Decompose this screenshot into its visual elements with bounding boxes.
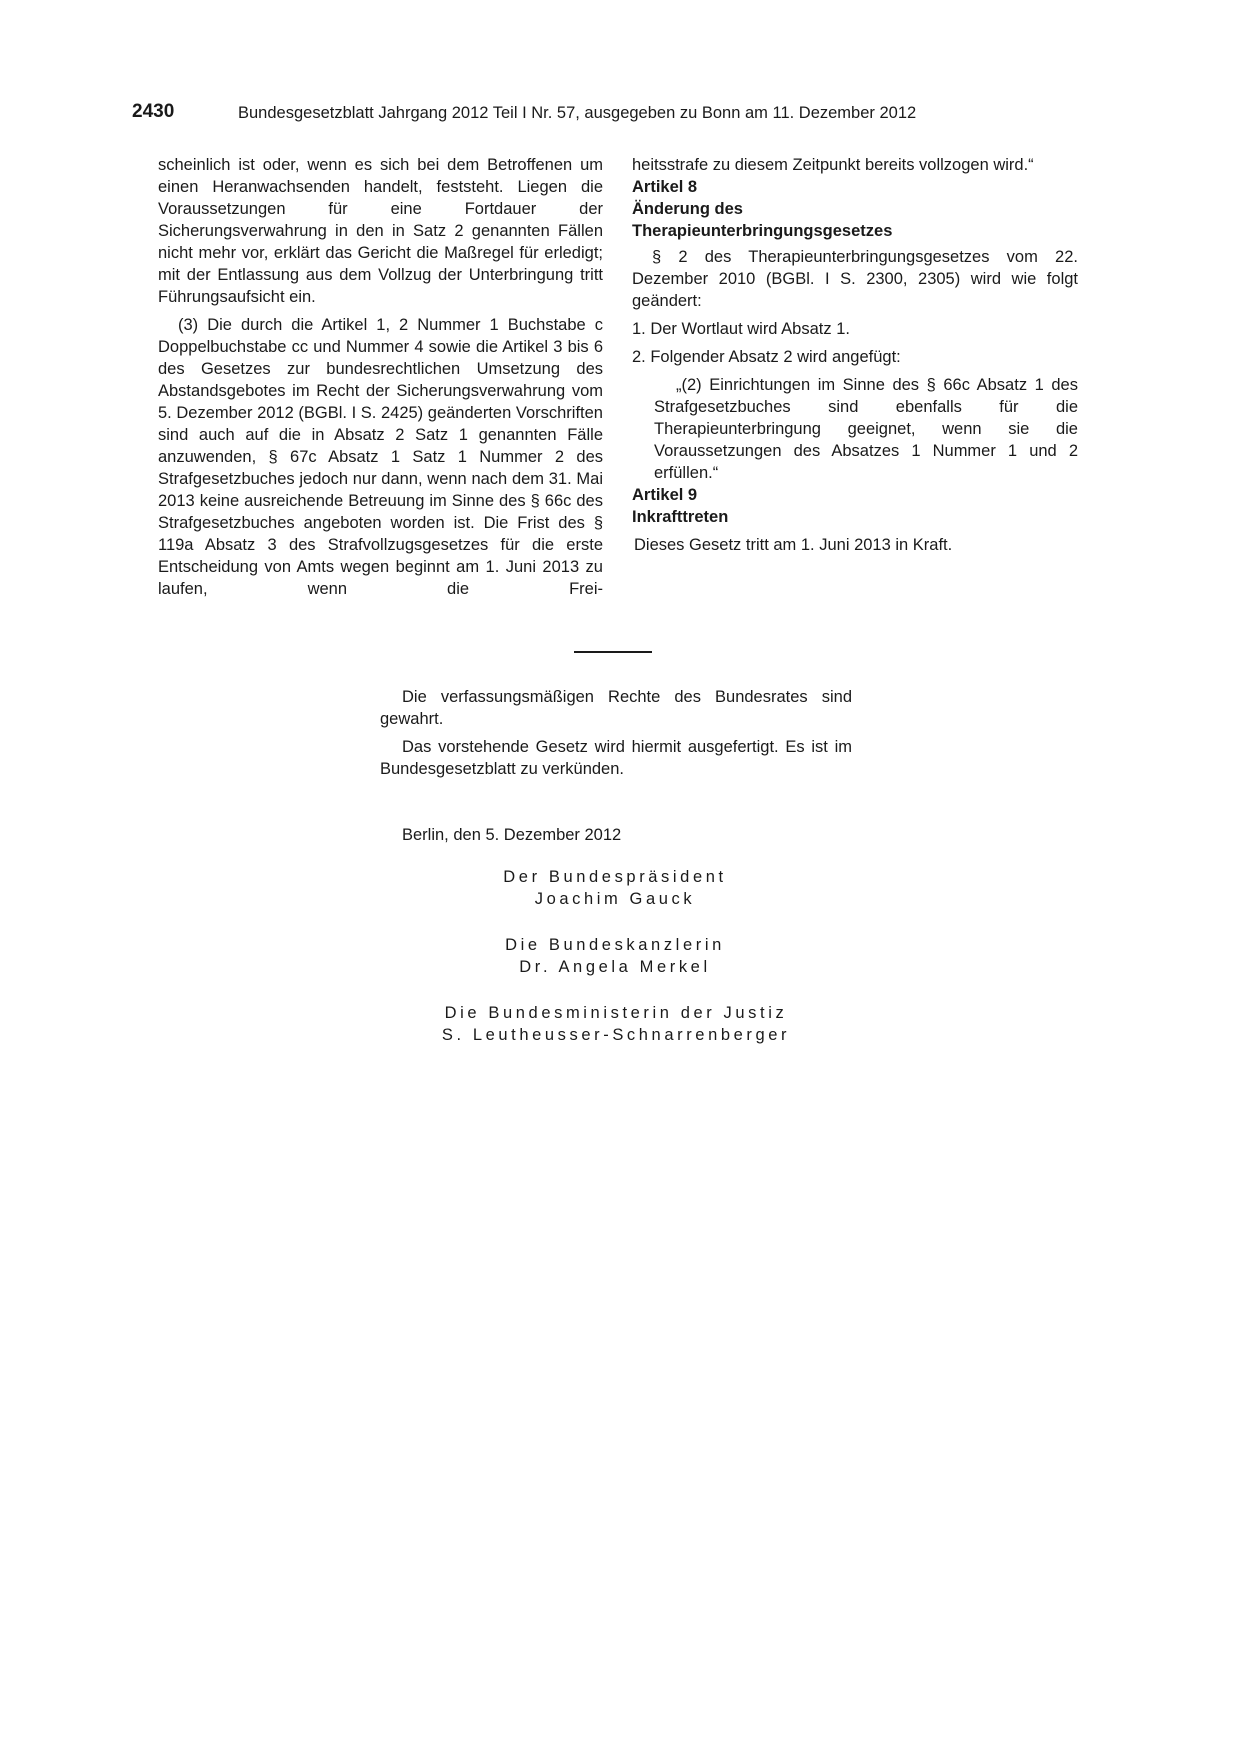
- article-8-title-line1: Änderung des: [632, 200, 743, 218]
- article-8-intro: § 2 des Therapieunterbringungsgesetzes vom 22. Dezember 2010 (BGBl. I S. 2300, 2305) wird wie folgt geändert:: [632, 248, 1078, 310]
- left-paragraph-1: scheinlich ist oder, wenn es sich bei dem Betroffenen um einen Heranwachsenden handelt, feststeht. Liegen die Voraussetzungen für eine Fortdauer der Sicherungsverwahrung in den in Satz 2 genannten Fällen nicht mehr vor, erklärt das Gericht die Maßregel für erledigt; mit der Entlassung aus dem Vollzug der Unterbringung tritt Führungsaufsicht ein.: [158, 156, 603, 306]
- left-column: [158, 154, 603, 600]
- page-number: 2430: [132, 101, 175, 122]
- article-8-quote: „(2) Einrichtungen im Sinne des § 66c Absatz 1 des Strafgesetzbuches sind ebenfalls für die Therapieunterbringung geeignet, wenn sie die Voraussetzungen des Absatzes 1 Nummer 1 und 2 erfüllen.“: [654, 376, 1078, 482]
- right-continuation: heitsstrafe zu diesem Zeitpunkt bereits vollzogen wird.“: [632, 156, 1034, 174]
- signature-block-justice-minister: [380, 1002, 852, 1046]
- article-8-title-line2: Therapieunterbringungsgesetzes: [632, 222, 893, 240]
- article-8-item-2: 2. Folgender Absatz 2 wird angefügt:: [632, 348, 901, 366]
- closing-formula: [380, 686, 852, 780]
- section-divider: [574, 651, 652, 653]
- right-column: [632, 154, 1078, 556]
- signature-block-president: [455, 866, 775, 910]
- signatory-role: Die Bundeskanzlerin: [505, 936, 725, 954]
- article-9-text: Dieses Gesetz tritt am 1. Juni 2013 in Kraft.: [634, 536, 953, 554]
- gazette-header-title: Bundesgesetzblatt Jahrgang 2012 Teil I Nr. 57, ausgegeben zu Bonn am 11. Dezember 2012: [238, 104, 917, 122]
- article-9-title: Inkrafttreten: [632, 508, 729, 526]
- signatory-name: S. Leutheusser-Schnarrenberger: [441, 1026, 791, 1044]
- article-9-number: Artikel 9: [632, 486, 698, 504]
- signatory-name: Dr. Angela Merkel: [519, 958, 711, 976]
- signatory-role: Der Bundespräsident: [503, 868, 727, 886]
- article-8-item-1: 1. Der Wortlaut wird Absatz 1.: [632, 320, 850, 338]
- place-and-date: Berlin, den 5. Dezember 2012: [402, 826, 622, 844]
- signatory-role: Die Bundesministerin der Justiz: [444, 1004, 788, 1022]
- article-8-number: Artikel 8: [632, 178, 698, 196]
- page-header: [132, 100, 1012, 130]
- bundesrat-rights-text: Die verfassungsmäßigen Rechte des Bundesrates sind gewahrt.: [380, 688, 852, 728]
- execution-text: Das vorstehende Gesetz wird hiermit ausgefertigt. Es ist im Bundesgesetzblatt zu verkünden.: [380, 738, 852, 778]
- signature-block-chancellor: [455, 934, 775, 978]
- left-paragraph-2: (3) Die durch die Artikel 1, 2 Nummer 1 Buchstabe c Doppelbuchstabe cc und Nummer 4 sowie die Artikel 3 bis 6 des Gesetzes zur bundesrechtlichen Umsetzung des Abstandsgebotes im Recht der Sicherungsverwahrung vom 5. Dezember 2012 (BGBl. I S. 2425) geänderten Vorschriften sind auch auf die in Absatz 2 Satz 1 genannten Fälle anzuwenden, § 67c Absatz 1 Satz 1 Nummer 2 des Strafgesetzbuches jedoch nur dann, wenn nach dem 31. Mai 2013 keine ausreichende Betreuung im Sinne des § 66c des Strafgesetzbuches angeboten worden ist. Die Frist des § 119a Absatz 3 des Strafvollzugsgesetzes für die erste Entscheidung von Amts wegen beginnt am 1. Juni 2013 zu laufen, wenn die Frei-: [158, 316, 603, 598]
- signatory-name: Joachim Gauck: [534, 890, 696, 908]
